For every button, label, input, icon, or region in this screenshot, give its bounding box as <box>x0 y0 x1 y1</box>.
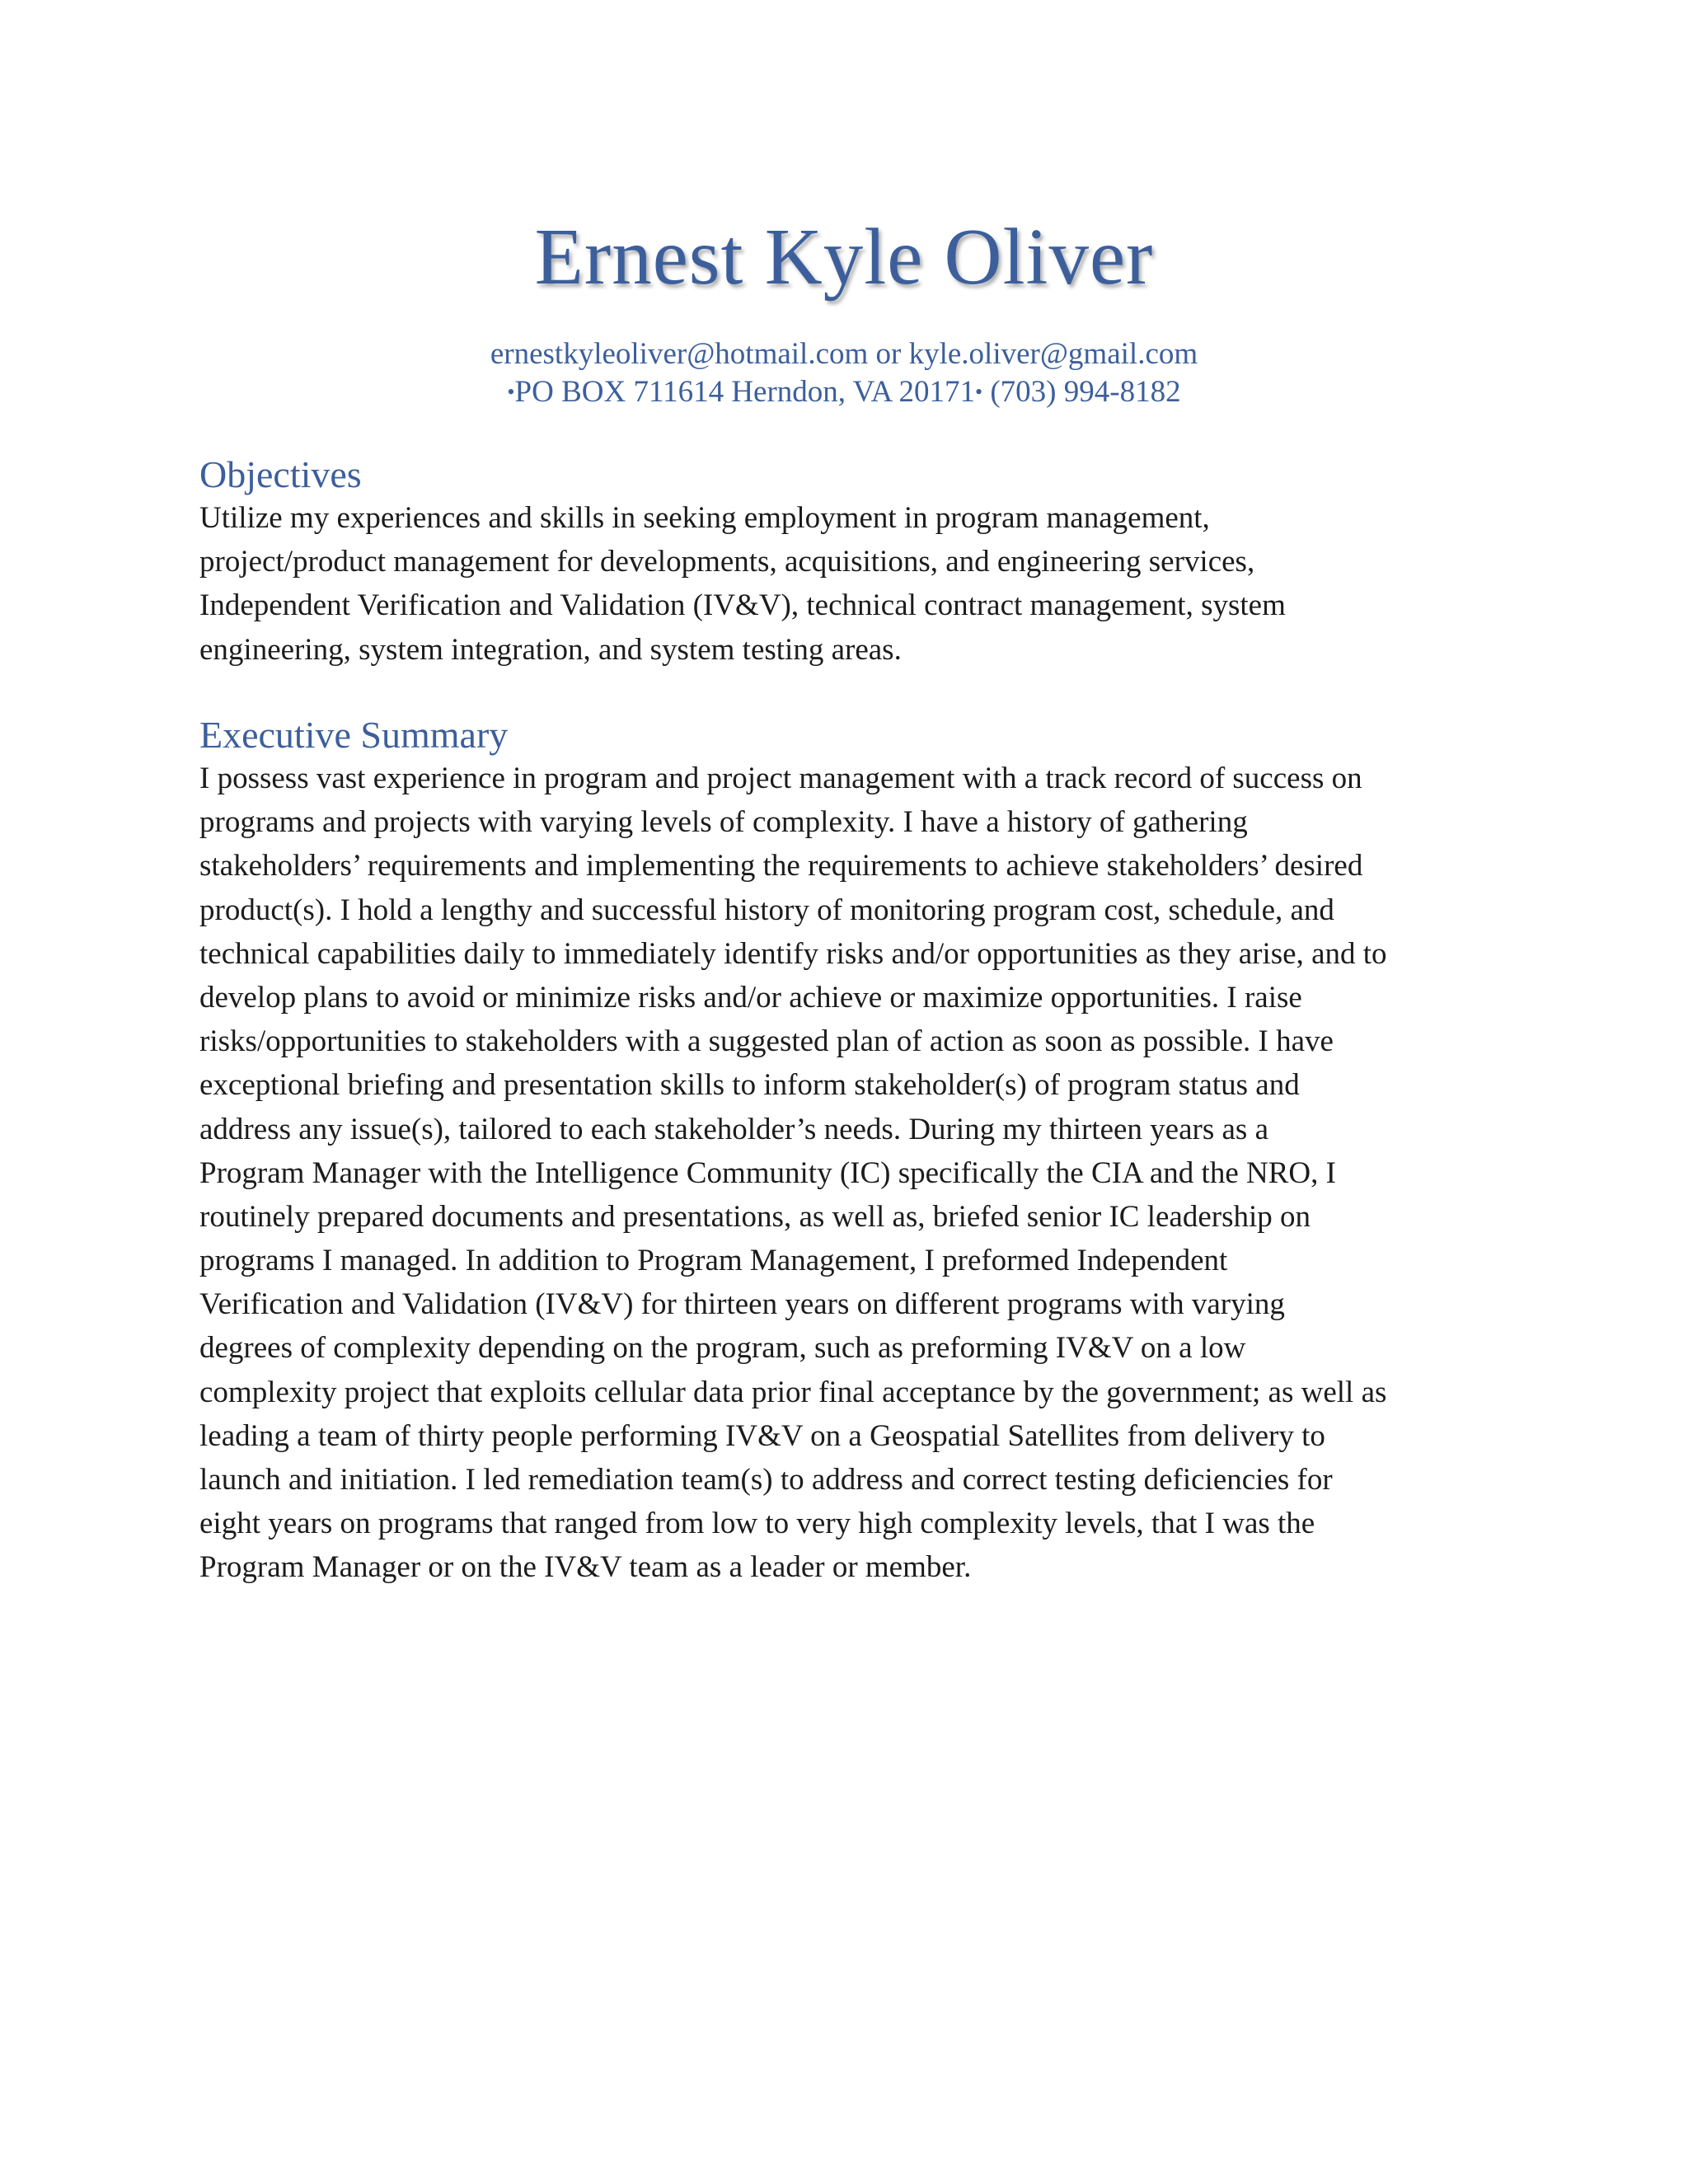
summary-line: Verification and Validation (IV&V) for thirteen years on different programs with varying <box>199 1287 1285 1322</box>
summary-line: Program Manager or on the IV&V team as a leader or member. <box>199 1550 972 1585</box>
objectives-heading: Objectives <box>199 453 362 495</box>
mailing-address: PO BOX 711614 Herndon, VA 20171 <box>514 375 975 409</box>
objectives-line: project/product management for developments, acquisitions, and engineering services, <box>199 545 1255 579</box>
contact-address-phone <box>0 373 1688 415</box>
summary-line: complexity project that exploits cellular data prior final acceptance by the government; as well as <box>199 1375 1387 1409</box>
summary-line: technical capabilities daily to immediately identify risks and/or opportunities as they arise, and to <box>199 936 1387 971</box>
summary-line: I possess vast experience in program and project management with a track record of success on <box>199 762 1362 795</box>
objectives-line: Independent Verification and Validation (IV&V), technical contract management, system <box>199 588 1286 623</box>
summary-line: Program Manager with the Intelligence Community (IC) specifically the CIA and the NRO, I <box>199 1155 1336 1190</box>
executive-summary-heading: Executive Summary <box>199 714 509 756</box>
executive-summary-text <box>199 757 1502 1590</box>
candidate-name: Ernest Kyle Oliver <box>534 213 1154 301</box>
objectives-text <box>199 496 1502 672</box>
objectives-line: engineering, system integration, and system testing areas. <box>199 632 902 667</box>
contact-emails <box>0 335 1688 374</box>
summary-line: routinely prepared documents and presentations, as well as, briefed senior IC leadership on <box>199 1199 1311 1234</box>
summary-line: programs I managed. In addition to Program Management, I preformed Independent <box>199 1244 1228 1278</box>
summary-line: risks/opportunities to stakeholders with a suggested plan of action as soon as possible. I have <box>199 1024 1334 1059</box>
summary-line: develop plans to avoid or minimize risks and/or achieve or maximize opportunities. I raise <box>199 980 1302 1015</box>
summary-line: stakeholders’ requirements and implementing the requirements to achieve stakeholders’ desired <box>199 849 1363 883</box>
summary-line: launch and initiation. I led remediation team(s) to address and correct testing deficiencies for <box>199 1463 1333 1497</box>
bullet-icon: • <box>507 380 515 404</box>
summary-line: degrees of complexity depending on the program, such as preforming IV&V on a low <box>199 1331 1246 1366</box>
phone-number: (703) 994-8182 <box>982 375 1181 409</box>
summary-line: eight years on programs that ranged from low to very high complexity levels, that I was the <box>199 1507 1315 1541</box>
bullet-icon: • <box>975 380 983 404</box>
summary-line: address any issue(s), tailored to each stakeholder’s needs. During my thirteen years as a <box>199 1112 1268 1146</box>
summary-line: exceptional briefing and presentation skills to inform stakeholder(s) of program status and <box>199 1068 1300 1103</box>
email-addresses: ernestkyleoliver@hotmail.com or kyle.oliver@gmail.com <box>490 337 1198 371</box>
summary-line: programs and projects with varying levels of complexity. I have a history of gathering <box>199 805 1248 840</box>
summary-line: product(s). I hold a lengthy and successful history of monitoring program cost, schedule, and <box>199 893 1334 927</box>
summary-line: leading a team of thirty people performing IV&V on a Geospatial Satellites from delivery to <box>199 1418 1325 1453</box>
objectives-line: Utilize my experiences and skills in seeking employment in program management, <box>199 501 1210 535</box>
